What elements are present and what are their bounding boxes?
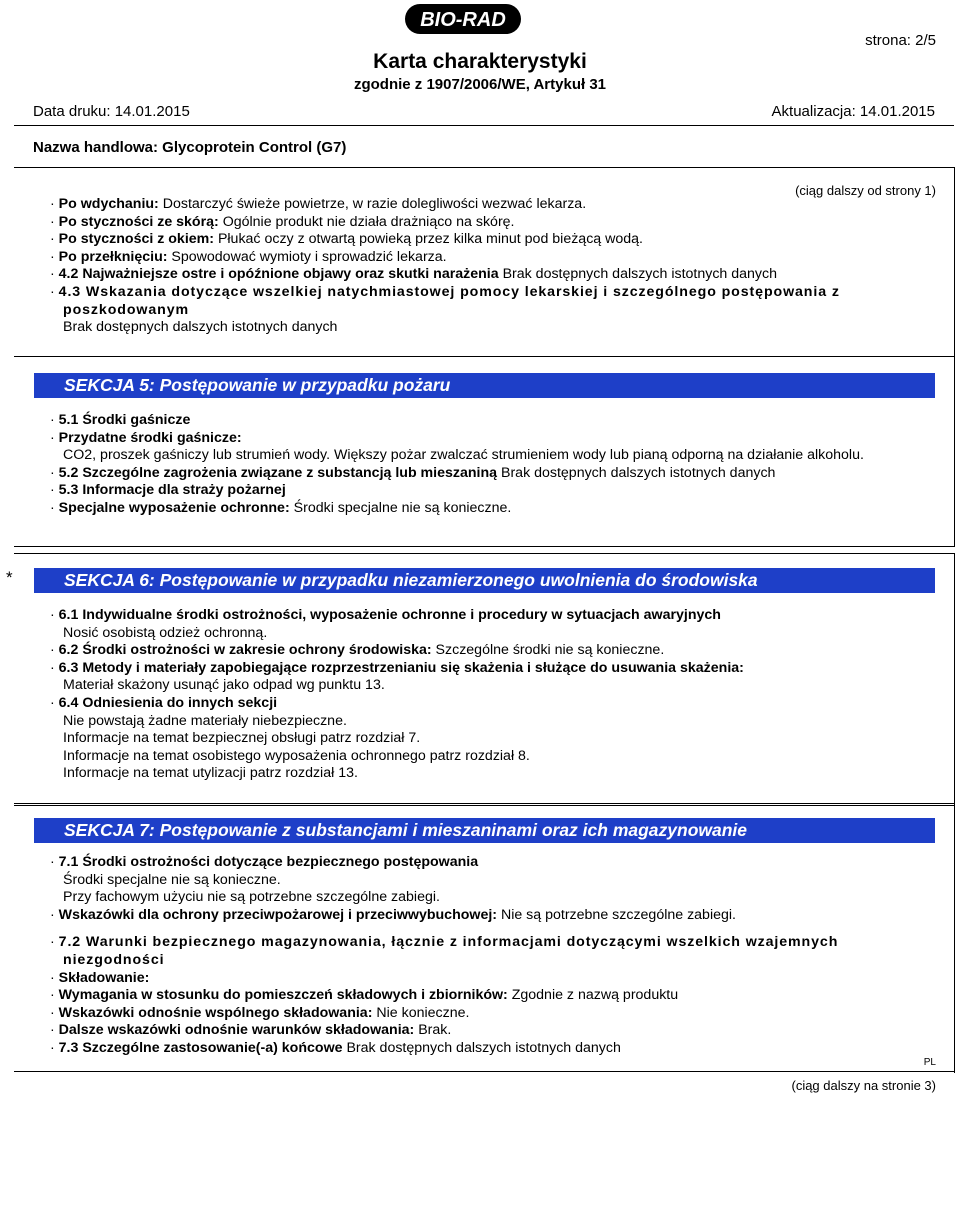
section-5-divider — [14, 356, 954, 357]
changed-marker: * — [6, 568, 13, 587]
section-6-1: · 6.1 Indywidualne środki ostrożności, wyposażenie ochronne i procedury w sytuacjach awaryjnych — [50, 607, 721, 623]
section-7-heading: SEKCJA 7: Postępowanie z substancjami i mieszaninami oraz ich magazynowanie — [34, 818, 935, 843]
section-7-2: · 7.2 Warunki bezpiecznego magazynowania, łącznie z informacjami dotyczącymi wszelkich wzajemnych niezgodności — [50, 934, 839, 968]
protective-equipment-line: · Specjalne wyposażenie ochronne: Środki specjalne nie są konieczne. — [50, 499, 512, 516]
update-date: Aktualizacja: 14.01.2015 — [771, 103, 935, 120]
skin-contact-line: · Po styczności ze skórą: Ogólnie produkt nie działa drażniąco na skórę. — [50, 213, 515, 230]
suitable-media-text: CO2, proszek gaśniczy lub strumień wody. Większy pożar zwalczać strumieniem wody lub pianą odporną na działanie alkoholu. — [63, 447, 864, 464]
section-6-content — [50, 607, 940, 783]
continued-to-note: (ciąg dalszy na stronie 3) — [791, 1078, 936, 1093]
section-6-heading: SEKCJA 6: Postępowanie w przypadku niezamierzonego uwolnienia do środowiska — [34, 568, 935, 593]
section-5-2: · 5.2 Szczególne zagrożenia związane z substancją lub mieszaniną Brak dostępnych dalszych istotnych danych — [50, 464, 776, 481]
section-6-4-line-4: Informacje na temat utylizacji patrz rozdział 13. — [63, 765, 358, 782]
section-7-1-line-2: Przy fachowym użyciu nie są potrzebne szczególne zabiegi. — [63, 889, 440, 906]
section-4-content — [50, 196, 940, 337]
storage-requirements-line: · Wymagania w stosunku do pomieszczeń składowych i zbiorników: Zgodnie z nazwą produktu — [50, 987, 679, 1004]
section-6-4-line-2: Informacje na temat bezpiecznej obsługi patrz rozdział 7. — [63, 730, 421, 747]
section-4-3: · 4.3 Wskazania dotyczące wszelkiej natychmiastowej pomocy lekarskiej i szczególnego postępowania z poszkodowanym — [50, 283, 840, 318]
section-6-3: · 6.3 Metody i materiały zapobiegające rozprzestrzenianiu się skażenia i służące do usuwania skażenia: — [50, 659, 744, 676]
section-6-4-line-1: Nie powstają żadne materiały niebezpieczne. — [63, 712, 347, 729]
section-5-content — [50, 412, 940, 518]
continued-from-note: (ciąg dalszy od strony 1) — [795, 183, 936, 198]
storage-label: · Składowanie: — [50, 969, 150, 986]
page-number: strona: 2/5 — [865, 32, 936, 49]
document-title: Karta charakterystyki — [373, 50, 587, 73]
section-5-heading: SEKCJA 5: Postępowanie w przypadku pożaru — [34, 373, 935, 398]
section-7-content — [50, 854, 940, 1058]
section-6-2: · 6.2 Środki ostrożności w zakresie ochrony środowiska: Szczególne środki nie są konieczne. — [50, 642, 665, 659]
section-5-1: · 5.1 Środki gaśnicze — [50, 412, 191, 428]
section-6-4: · 6.4 Odniesienia do innych sekcji — [50, 694, 278, 711]
svg-text:BIO-RAD: BIO-RAD — [420, 9, 506, 31]
common-storage-line: · Wskazówki odnośnie wspólnego składowania: Nie konieczne. — [50, 1004, 470, 1021]
section-7-divider — [14, 803, 954, 804]
swallowing-line: · Po przełknięciu: Spowodować wymioty i sprowadzić lekarza. — [50, 248, 447, 265]
language-code: PL — [923, 1057, 936, 1068]
section-6-3-text: Materiał skażony usunąć jako odpad wg punktu 13. — [63, 677, 385, 694]
bio-rad-logo — [404, 3, 522, 35]
section-4-2: · 4.2 Najważniejsze ostre i opóźnione objawy oraz skutki narażenia Brak dostępnych dalszych istotnych danych — [50, 266, 778, 283]
further-storage-line: · Dalsze wskazówki odnośnie warunków składowania: Brak. — [50, 1022, 452, 1039]
section-6-4-line-3: Informacje na temat osobistego wyposażenia ochronnego patrz rozdział 8. — [63, 747, 530, 764]
trade-name: Nazwa handlowa: Glycoprotein Control (G7) — [33, 139, 347, 156]
section-4-3-text: Brak dostępnych dalszych istotnych danych — [63, 319, 338, 336]
suitable-media-label: · Przydatne środki gaśnicze: — [50, 429, 242, 446]
section-7-1: · 7.1 Środki ostrożności dotyczące bezpiecznego postępowania — [50, 854, 479, 870]
footer-rule — [14, 1071, 954, 1072]
inhalation-line: · Po wdychaniu: Dostarczyć świeże powietrze, w razie dolegliwości wezwać lekarza. — [50, 196, 587, 212]
section-6-1-text: Nosić osobistą odzież ochronną. — [63, 624, 268, 641]
header-rule — [14, 125, 954, 126]
eye-contact-line: · Po styczności z okiem: Płukać oczy z otwartą powieką przez kilka minut pod bieżącą wodą. — [50, 231, 643, 248]
document-subtitle: zgodnie z 1907/2006/WE, Artykuł 31 — [353, 76, 607, 93]
section-5-3: · 5.3 Informacje dla straży pożarnej — [50, 482, 286, 499]
print-date: Data druku: 14.01.2015 — [33, 103, 190, 120]
fire-protection-line: · Wskazówki dla ochrony przeciwpożarowej i przeciwwybuchowej: Nie są potrzebne szczególne zabiegi. — [50, 906, 736, 923]
section-7-3: · 7.3 Szczególne zastosowanie(-a) końcowe Brak dostępnych dalszych istotnych danych — [50, 1039, 621, 1056]
section-7-1-line-1: Środki specjalne nie są konieczne. — [63, 871, 281, 888]
